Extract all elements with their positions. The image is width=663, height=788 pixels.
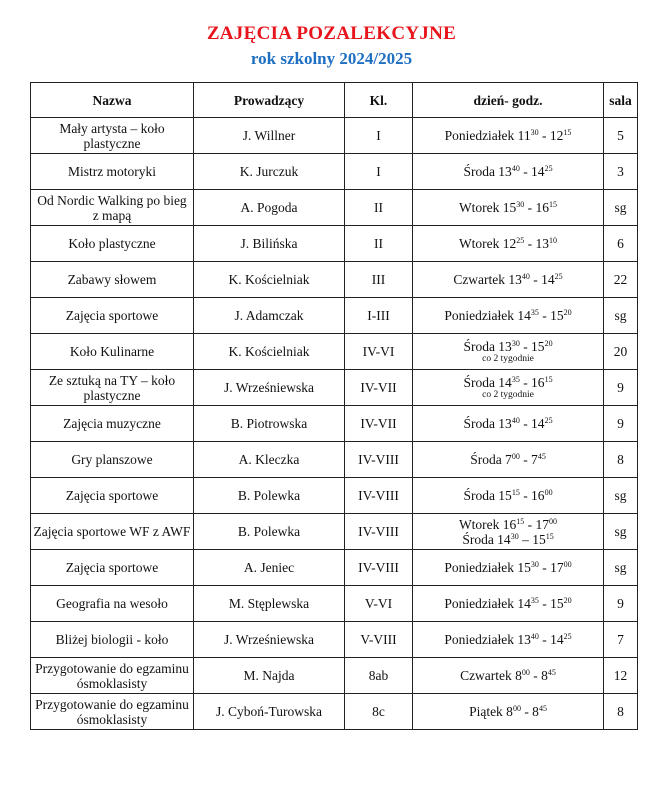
table-row (31, 118, 638, 154)
table-row (31, 550, 638, 586)
schedule-cell (413, 586, 604, 622)
activity-name-cell: Zajęcia sportowe (31, 550, 194, 586)
teacher-cell: K. Kościelniak (194, 334, 345, 370)
table-row (31, 334, 638, 370)
table-row (31, 478, 638, 514)
activity-name-cell: Mały artysta – koło plastyczne (31, 118, 194, 154)
class-cell: V-VI (345, 586, 413, 622)
room-cell: 8 (604, 694, 638, 730)
class-cell: I (345, 154, 413, 190)
table-header-row (31, 83, 638, 118)
table-row (31, 406, 638, 442)
column-header-class: Kl. (345, 83, 413, 118)
table-row (31, 622, 638, 658)
teacher-cell: J. Wrześniewska (194, 370, 345, 406)
schedule-cell (413, 406, 604, 442)
class-cell: I (345, 118, 413, 154)
schedule-cell (413, 154, 604, 190)
teacher-cell: M. Najda (194, 658, 345, 694)
class-cell: II (345, 226, 413, 262)
room-cell: 12 (604, 658, 638, 694)
schedule-time: Środa $13^{30} - 15^{20}$ (463, 338, 553, 354)
class-cell: V-VIII (345, 622, 413, 658)
schedule-time: Czwartek $8^{00} - 8^{45}$ (460, 668, 556, 683)
schedule-cell (413, 262, 604, 298)
room-cell: 22 (604, 262, 638, 298)
class-cell: 8ab (345, 658, 413, 694)
teacher-cell: K. Jurczuk (194, 154, 345, 190)
schedule-time: Wtorek $15^{30} - 16^{15}$ (458, 200, 558, 215)
room-cell: 9 (604, 586, 638, 622)
room-cell: 20 (604, 334, 638, 370)
room-cell: sg (604, 550, 638, 586)
table-row (31, 190, 638, 226)
activity-name-cell: Koło plastyczne (31, 226, 194, 262)
table-row (31, 298, 638, 334)
schedule-cell (413, 694, 604, 730)
class-cell: II (345, 190, 413, 226)
column-header-teacher: Prowadzący (194, 83, 345, 118)
schedule-time: Poniedziałek $15^{30} - 17^{00}$ (444, 560, 572, 575)
table-row (31, 586, 638, 622)
schedule-cell (413, 370, 604, 406)
room-cell: 6 (604, 226, 638, 262)
room-cell: 8 (604, 442, 638, 478)
teacher-cell: J. Cyboń-Turowska (194, 694, 345, 730)
schedule-cell (413, 118, 604, 154)
schedule-cell (413, 658, 604, 694)
schedule-cell (413, 226, 604, 262)
table-row (31, 370, 638, 406)
teacher-cell: J. Bilińska (194, 226, 345, 262)
activity-name-cell: Zajęcia sportowe WF z AWF (31, 514, 194, 550)
teacher-cell: B. Piotrowska (194, 406, 345, 442)
schedule-time: Środa $14^{35} - 16^{15}$ (463, 374, 553, 390)
schedule-cell (413, 190, 604, 226)
schedule-time: Piątek $8^{00} - 8^{45}$ (469, 704, 547, 719)
column-header-schedule: dzień- godz. (413, 83, 604, 118)
teacher-cell: B. Polewka (194, 478, 345, 514)
schedule-cell (413, 442, 604, 478)
class-cell: 8c (345, 694, 413, 730)
table-row (31, 514, 638, 550)
table-row (31, 694, 638, 730)
table-row (31, 226, 638, 262)
schedule-note: co 2 tygodnie (482, 353, 534, 364)
class-cell: IV-VI (345, 334, 413, 370)
schedule-time: Poniedziałek $11^{30} - 12^{15}$ (444, 128, 572, 143)
activity-name-cell: Zabawy słowem (31, 262, 194, 298)
teacher-cell: J. Adamczak (194, 298, 345, 334)
class-cell: IV-VIII (345, 550, 413, 586)
room-cell: sg (604, 514, 638, 550)
schedule-table (30, 82, 638, 730)
schedule-time: Środa $15^{15} - 16^{00}$ (463, 488, 553, 503)
table-row (31, 658, 638, 694)
class-cell: IV-VII (345, 370, 413, 406)
column-header-room: sala (604, 83, 638, 118)
class-cell: III (345, 262, 413, 298)
room-cell: sg (604, 190, 638, 226)
schedule-time: Poniedziałek $14^{35} - 15^{20}$ (444, 596, 572, 611)
schedule-time: Środa $7^{00} - 7^{45}$ (470, 452, 546, 467)
teacher-cell: B. Polewka (194, 514, 345, 550)
schedule-time: Poniedziałek $14^{35} - 15^{20}$ (444, 308, 572, 323)
room-cell: 9 (604, 406, 638, 442)
table-row (31, 442, 638, 478)
schedule-note: co 2 tygodnie (482, 389, 534, 400)
activity-name-cell: Od Nordic Walking po bieg z mapą (31, 190, 194, 226)
schedule-cell (413, 298, 604, 334)
class-cell: IV-VIII (345, 514, 413, 550)
room-cell: 3 (604, 154, 638, 190)
schedule-cell (413, 514, 604, 550)
activity-name-cell: Bliżej biologii - koło (31, 622, 194, 658)
activity-name-cell: Przygotowanie do egzaminu ósmoklasisty (31, 658, 194, 694)
schedule-cell (413, 478, 604, 514)
room-cell: 9 (604, 370, 638, 406)
schedule-time: Wtorek $16^{15} - 17^{00}$ (458, 516, 558, 532)
class-cell: IV-VIII (345, 478, 413, 514)
room-cell: sg (604, 478, 638, 514)
class-cell: IV-VII (345, 406, 413, 442)
schedule-cell (413, 334, 604, 370)
room-cell: sg (604, 298, 638, 334)
activity-name-cell: Mistrz motoryki (31, 154, 194, 190)
page-subtitle: rok szkolny 2024/2025 (250, 49, 413, 68)
teacher-cell: A. Jeniec (194, 550, 345, 586)
activity-name-cell: Zajęcia sportowe (31, 298, 194, 334)
table-row (31, 154, 638, 190)
schedule-time: Poniedziałek $13^{40} - 14^{25}$ (444, 632, 572, 647)
schedule-time: Czwartek $13^{40} - 14^{25}$ (453, 272, 563, 287)
class-cell: I-III (345, 298, 413, 334)
activity-name-cell: Przygotowanie do egzaminu ósmoklasisty (31, 694, 194, 730)
activity-name-cell: Gry planszowe (31, 442, 194, 478)
schedule-time: Środa $14^{30} - 15^{15}$ (462, 531, 554, 547)
activity-name-cell: Zajęcia muzyczne (31, 406, 194, 442)
teacher-cell: A. Pogoda (194, 190, 345, 226)
schedule-time: Środa $13^{40} - 14^{25}$ (463, 416, 553, 431)
room-cell: 7 (604, 622, 638, 658)
activity-name-cell: Koło Kulinarne (31, 334, 194, 370)
teacher-cell: M. Stęplewska (194, 586, 345, 622)
schedule-cell (413, 622, 604, 658)
table-row (31, 262, 638, 298)
teacher-cell: A. Kleczka (194, 442, 345, 478)
column-header-name: Nazwa (31, 83, 194, 118)
teacher-cell: K. Kościelniak (194, 262, 345, 298)
activity-name-cell: Zajęcia sportowe (31, 478, 194, 514)
room-cell: 5 (604, 118, 638, 154)
schedule-time: Środa $13^{40} - 14^{25}$ (463, 164, 553, 179)
class-cell: IV-VIII (345, 442, 413, 478)
teacher-cell: J. Wrześniewska (194, 622, 345, 658)
schedule-cell (413, 550, 604, 586)
schedule-time: Wtorek $12^{25} - 13^{10}$ (458, 236, 558, 251)
activity-name-cell: Geografia na wesoło (31, 586, 194, 622)
page-title: ZAJĘCIA POZALEKCYJNE (206, 23, 457, 44)
activity-name-cell: Ze sztuką na TY – koło plastyczne (31, 370, 194, 406)
teacher-cell: J. Willner (194, 118, 345, 154)
